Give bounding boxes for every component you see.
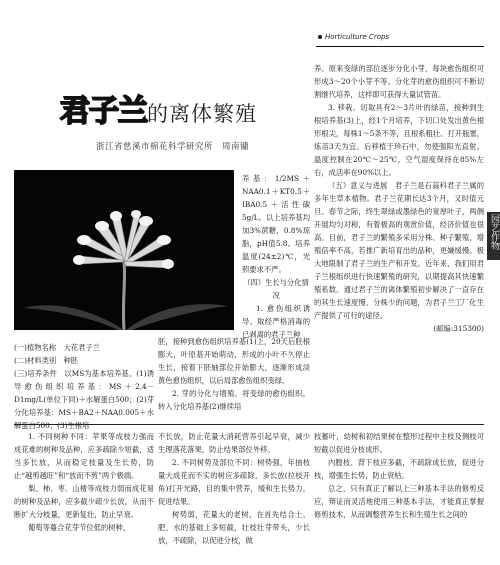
bottom-left-column [14, 430, 154, 534]
paragraph: （五）意义与进展 君子兰是石蒜科君子兰属的多年生草本植物。君子兰花期长达3个月，又时值元旦、春节之际，终生翠绿或墨绿色的宽厚叶子，两侧开展均匀对称，有着极高的观赏价值，经济价值也很高。目前，君子兰的繁殖多采用分株、种子繁殖，增殖倍率不高，若推广新培育出的品种，更嫌缓慢。极大地限制了君子兰的生产和开发。近年来，我们用君子兰根组织进行快速繁殖的研究，以期提高其快速繁殖系数。通过君子兰的离体繁殖初步解决了一直存在的其生长速度慢、分株少的问题，为君子兰工厂化生产提供了可行的途径。 [314, 181, 484, 320]
paragraph: 葡萄等蔓合花芽节位低的树种， [28, 523, 131, 532]
paragraph: 总之，只有真正了解以上三种基本手法的修剪反应，辩证而灵活地使用三种基本手法，才能真正掌握修剪技术，从而调整营养生长和生殖生长之间的 [314, 484, 484, 519]
paragraph: (一)植物名称 大花君子兰 [14, 343, 100, 352]
paragraph: 树势弱，花量大的老树，在首先结合土、肥、水的基础上多短截，壮枝壮芽带头，少长放，不疏除，以促进分枝，做 [158, 510, 310, 545]
paragraph: 不长放，防止花量大消耗营养引起早衰，减少生理落花落果，防止结果部位外移。 [158, 432, 310, 454]
paragraph: 养。原来变绿的部位逐步分化小芽，每块愈伤组织可形成3～20个小芽不等。分化芽的愈伤组织可不断切割继代培养，这样即可获得大量试管苗。 [314, 64, 484, 99]
section-subhead: （四）生长与分化情况 [243, 278, 309, 300]
article-title [60, 86, 257, 130]
bottom-middle-column [158, 430, 310, 547]
running-header [318, 33, 389, 41]
section-side-tab [487, 212, 500, 260]
paragraph: 2. 芽的分化与增殖。将变绿的愈伤组织，转入分化培养基(2)继续培 [158, 389, 310, 411]
article-author: 浙江省慈溪市棉花科学研究所 周南镛 [96, 142, 250, 152]
paragraph: 梨、柿、枣、山楂等成枝力弱而成花易的树种及品种，应多截少疏少长放，从而不断扩大分枝量，更新复壮，防止早衰。 [14, 484, 154, 519]
paragraph: 枝蓄叶，幼树和初结果树在整形过程中主枝及侧枝可短截以促进分枝成形。 [314, 432, 484, 454]
paragraph: 胚，接种到愈伤组织培养基(1)上，20天后胚根膨大，叶原基开始萌动，形成的小叶不久停止生长，接着下胚轴部位开始膨大，逐渐形成淡黄色愈伤组织，以后局部愈伤组织变绿。 [158, 337, 310, 385]
paragraph: 1. 愈伤组织诱导。取经严格消毒的已剥离的君子兰种 [242, 304, 310, 339]
section-side-tab-label: 园艺作物 [489, 214, 499, 250]
left-column [14, 341, 154, 432]
paragraph: 2. 不同树势及部位不同：树势强，年抽枝量大成花而不实的树应多疏除，多长放(拉枝开角)打开光路，目的集中营养，缓和生长势力，促进结果。 [158, 458, 310, 506]
article-title-emphasis: 君子兰 [60, 94, 147, 129]
bottom-right-column [314, 430, 484, 521]
right-column-top [314, 62, 484, 335]
article-divider [14, 424, 484, 425]
middle-column-side [242, 172, 310, 341]
clivia-flower-image [14, 170, 234, 330]
paragraph: 养基：1/2MS＋NAA0.1＋KT0.5＋IBA0.5＋活性碳5g/L。以上培养基均加3%蔗糖，0.8%琼脂，pH值5.8。培养温度(24±2)℃，光照要求不严。 [242, 174, 310, 274]
paragraph: 3. 移栽。切取具有2～3片叶的绿苗，接种到生根培养基(3)上，经1个月培养，下切口处发出黄色根形根尖，每株1～5条不等，且根系粗壮。打开瓶塞，炼苗3天为宜。后移植于珍石中，勿使强阳光直射。温度控制在20℃～25℃，空气湿度保持在85%左右，成活率在90%以上。 [314, 103, 484, 177]
middle-column-wide [158, 335, 310, 413]
bullet-icon [318, 35, 322, 39]
paragraph: (二)材料类别 种胚 [14, 356, 79, 365]
journal-name: Horticulture Crops [325, 33, 390, 41]
header-rule [316, 46, 484, 47]
article-title-rest: 的离体繁殖 [147, 102, 257, 126]
postal-code: (邮编:315300) [433, 324, 484, 333]
paragraph: 1. 不同树种不同：苹果等成枝力强而成花难的树种及品种，应多疏除少短截，适当多长放，从而稳定枝量及生长势，防止“越剪越旺”和“放而不剪”两个极端。 [14, 432, 154, 480]
paragraph: (三)培养条件 以MS为基本培养基。(1)诱导愈伤组织培养基：MS＋2,4－D1mg/L(单位下同)＋水解蛋白500；(2)芽分化培养基：MS＋BA2＋NAA0.005＋水解蛋白500；(3)生根培 [14, 369, 154, 430]
clivia-photo [14, 170, 234, 330]
paragraph: 内膛枝、背下枝应多截，不疏除成长放，促进分枝，增强生长势，防止衰枯。 [314, 458, 484, 480]
